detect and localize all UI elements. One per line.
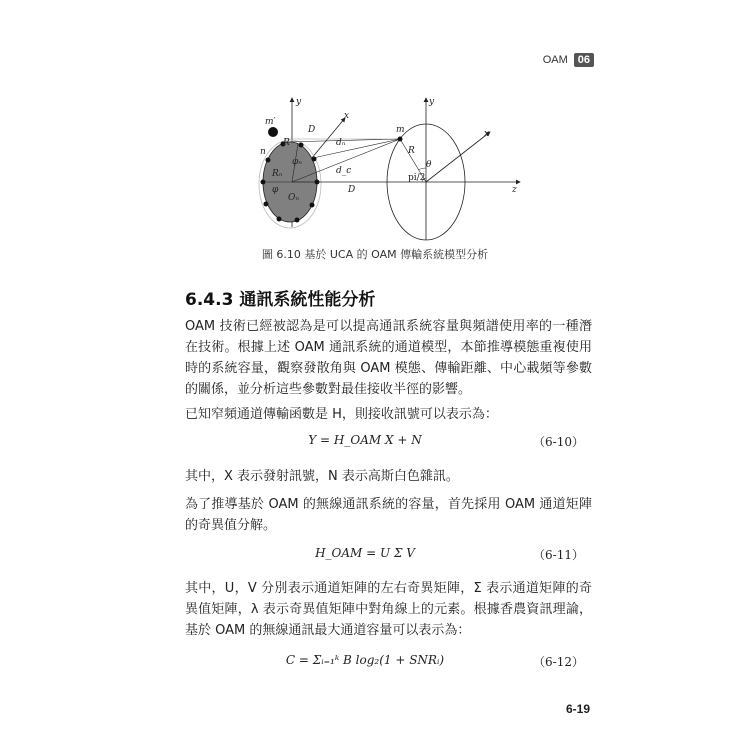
equation-expression: C = Σᵢ₌₁ᵏ B log₂(1 + SNRᵢ): [285, 653, 445, 667]
paragraph-where-x: 其中，X 表示發射訊號，N 表示高斯白色雜訊。: [185, 469, 459, 484]
equation-6-10: [185, 431, 592, 451]
figure-label: dₙ: [336, 138, 346, 148]
section-title: 6.4.3 通訊系統性能分析: [185, 290, 376, 310]
figure-label: Rₙ: [272, 169, 283, 179]
figure-label: θ: [426, 160, 432, 170]
equation-expression: H_OAM = U Σ V: [315, 546, 415, 560]
paragraph-channel: 已知窄頻通道傳輸函數是 H，則接收訊號可以表示為：: [185, 407, 498, 422]
figure-label: pi/2: [408, 173, 426, 183]
figure-label: m: [396, 125, 405, 135]
figure-label: n: [260, 147, 266, 157]
figure-label: x: [344, 111, 350, 121]
equation-expression: Y = H_OAM X + N: [308, 433, 422, 447]
equation-6-11: [185, 544, 592, 564]
figure-label: D: [308, 125, 316, 135]
running-header: [543, 53, 594, 67]
equation-number: （6-11）: [533, 548, 584, 562]
figure-label: d_c: [336, 166, 352, 176]
figure-label: D: [348, 185, 356, 195]
figure-caption: 圖 6.10 基於 UCA 的 OAM 傳輸系統模型分析: [261, 248, 489, 261]
paragraph-svd: 為了推導基於 OAM 的無線通訊系統的容量，首先採用 OAM 通道矩陣的奇異值分解。: [185, 497, 592, 533]
figure-label: y: [296, 97, 302, 107]
figure-label: z: [512, 185, 517, 195]
equation-6-12: [185, 651, 592, 671]
figure-label: φ: [272, 185, 279, 195]
paragraph-intro: OAM 技術已經被認為是可以提高通訊系統容量與頻譜使用率的一種潛在技術。根據上述 OAM 通訊系統的通道模型，本節推導模態重複使用時的系統容量，觀察發散角與 OAM 模態、傳輸距離、中心載頻等參數的關係，並分析這些參數對最佳接收半徑的影響。: [185, 319, 592, 397]
figure-label: m′: [265, 117, 276, 127]
paragraph-capacity: 其中，U，V 分別表示通道矩陣的左右奇異矩陣，Σ 表示通道矩陣的奇異值矩陣，λ 表示奇異值矩陣中對角線上的元素。根據香農資訊理論，基於 OAM 的無線通訊最大通道容量可以表示為：: [185, 581, 592, 638]
page-number: 6-19: [565, 702, 590, 716]
right-x-axis: [426, 132, 490, 182]
figure-label: Oₙ: [288, 193, 300, 203]
figure-label: φₙ: [292, 157, 302, 167]
chapter-number-badge: 06: [574, 53, 594, 67]
figure-label: R: [283, 138, 290, 148]
m-receiver-point: [398, 137, 403, 142]
figure-label: y: [429, 97, 435, 107]
m-prime-point: [268, 127, 278, 137]
equation-number: （6-12）: [533, 655, 584, 669]
figure-label: x: [484, 129, 490, 139]
figure-label: R: [408, 146, 415, 156]
oam-uca-system-diagram: [250, 92, 530, 242]
equation-number: （6-10）: [533, 435, 584, 449]
chapter-name: OAM: [542, 54, 568, 66]
